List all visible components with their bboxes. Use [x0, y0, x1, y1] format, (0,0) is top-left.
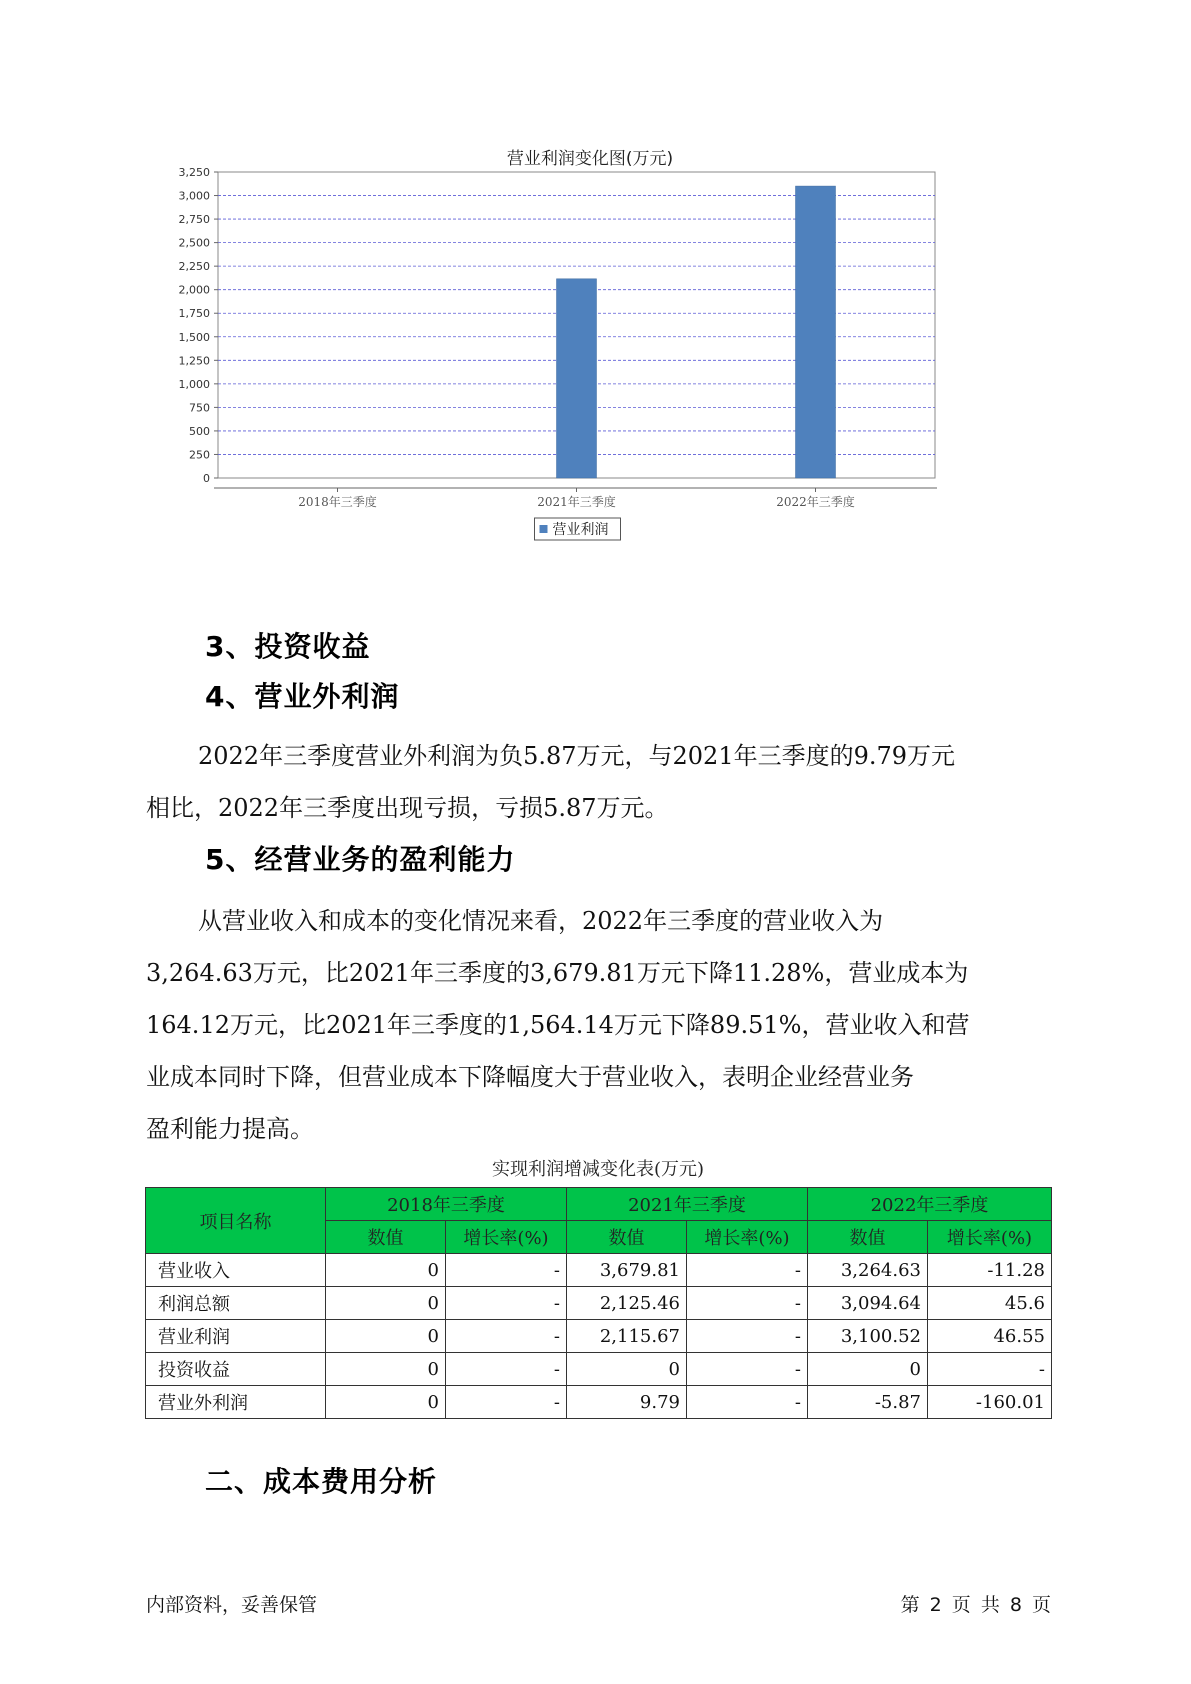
- operating-profit-chart: [150, 140, 1030, 590]
- row-name: 营业收入: [146, 1254, 326, 1287]
- paragraph-profitability: [146, 895, 1046, 1155]
- header-period: 2018年三季度: [326, 1188, 567, 1221]
- y-tick-label: 1,250: [178, 354, 210, 368]
- header-growth-rate: 增长率(%): [446, 1221, 567, 1254]
- table-cell: -11.28: [928, 1254, 1052, 1287]
- footer-confidential-note: 内部资料，妥善保管: [146, 1594, 318, 1616]
- table-cell: -5.87: [808, 1386, 928, 1419]
- heading-cost-analysis: 二、成本费用分析: [205, 1465, 438, 1498]
- y-tick-label: 0: [203, 472, 210, 485]
- x-tick-label: 2021年三季度: [537, 495, 616, 509]
- y-tick-label: 2,000: [178, 283, 210, 297]
- heading-non-operating-profit: 4、营业外利润: [205, 680, 400, 713]
- header-growth-rate: 增长率(%): [687, 1221, 808, 1254]
- table-cell: 3,100.52: [808, 1320, 928, 1353]
- row-name: 利润总额: [146, 1287, 326, 1320]
- y-tick-label: 750: [189, 401, 210, 415]
- table-row: [146, 1386, 1052, 1419]
- table-cell: -: [928, 1353, 1052, 1386]
- table-cell: -: [687, 1254, 808, 1287]
- table-cell: 0: [326, 1353, 446, 1386]
- table-cell: 2,115.67: [567, 1320, 687, 1353]
- table-cell: 0: [808, 1353, 928, 1386]
- chart-canvas: [150, 140, 1030, 590]
- y-tick-label: 250: [189, 448, 210, 462]
- table-cell: -: [446, 1320, 567, 1353]
- y-tick-label: 2,250: [178, 260, 210, 274]
- row-name: 营业利润: [146, 1320, 326, 1353]
- y-tick-label: 2,500: [178, 236, 210, 250]
- y-tick-label: 1,000: [178, 377, 210, 391]
- table-row: [146, 1254, 1052, 1287]
- paragraph-line: 164.12万元，比2021年三季度的1,564.14万元下降89.51%，营业收入和营: [146, 1011, 970, 1039]
- header-item-name: 项目名称: [146, 1188, 326, 1254]
- table-row: [146, 1353, 1052, 1386]
- bar: [557, 279, 597, 478]
- table-caption: 实现利润增减变化表(万元): [491, 1159, 705, 1180]
- paragraph-line: 业成本同时下降，但营业成本下降幅度大于营业收入，表明企业经营业务: [146, 1063, 914, 1091]
- y-tick-label: 1,750: [178, 307, 210, 321]
- table-cell: -: [446, 1353, 567, 1386]
- table-cell: 0: [326, 1386, 446, 1419]
- table-cell: 9.79: [567, 1386, 687, 1419]
- table-cell: -: [687, 1353, 808, 1386]
- heading-profitability: 5、经营业务的盈利能力: [205, 843, 516, 876]
- page-number: 第 2 页 共 8 页: [900, 1594, 1051, 1616]
- table-cell: -160.01: [928, 1386, 1052, 1419]
- table-row: [146, 1287, 1052, 1320]
- y-tick-label: 3,250: [178, 166, 210, 179]
- table-cell: 3,094.64: [808, 1287, 928, 1320]
- y-tick-label: 3,000: [178, 189, 210, 203]
- table-cell: 0: [567, 1353, 687, 1386]
- paragraph-line: 盈利能力提高。: [146, 1115, 314, 1143]
- x-tick-label: 2022年三季度: [776, 495, 855, 509]
- table-cell: 0: [326, 1320, 446, 1353]
- table-cell: 45.6: [928, 1287, 1052, 1320]
- header-value: 数值: [808, 1221, 928, 1254]
- table-cell: -: [687, 1287, 808, 1320]
- table-cell: 3,679.81: [567, 1254, 687, 1287]
- chart-title: 营业利润变化图(万元): [506, 149, 674, 169]
- paragraph-line: 3,264.63万元，比2021年三季度的3,679.81万元下降11.28%，营业成本为: [146, 959, 969, 987]
- row-name: 投资收益: [146, 1353, 326, 1386]
- y-tick-label: 1,500: [178, 330, 210, 344]
- table-cell: 0: [326, 1287, 446, 1320]
- bar: [796, 186, 836, 478]
- table-cell: -: [446, 1287, 567, 1320]
- profit-change-table: [145, 1187, 1052, 1419]
- table-cell: -: [446, 1386, 567, 1419]
- row-name: 营业外利润: [146, 1386, 326, 1419]
- header-period: 2022年三季度: [808, 1188, 1052, 1221]
- table-cell: -: [687, 1320, 808, 1353]
- header-value: 数值: [326, 1221, 446, 1254]
- table-row: [146, 1320, 1052, 1353]
- legend-label: 营业利润: [552, 522, 609, 538]
- paragraph-line: 相比，2022年三季度出现亏损，亏损5.87万元。: [146, 794, 669, 822]
- paragraph-line: 2022年三季度营业外利润为负5.87万元，与2021年三季度的9.79万元: [198, 742, 956, 770]
- table-cell: 2,125.46: [567, 1287, 687, 1320]
- table-cell: 46.55: [928, 1320, 1052, 1353]
- table-cell: -: [687, 1386, 808, 1419]
- table-cell: 0: [326, 1254, 446, 1287]
- heading-investment-income: 3、投资收益: [205, 630, 371, 663]
- paragraph-non-operating-profit: [146, 730, 1046, 834]
- header-growth-rate: 增长率(%): [928, 1221, 1052, 1254]
- y-tick-label: 2,750: [178, 213, 210, 227]
- table-cell: -: [446, 1254, 567, 1287]
- header-period: 2021年三季度: [567, 1188, 808, 1221]
- y-tick-label: 500: [189, 424, 210, 438]
- header-value: 数值: [567, 1221, 687, 1254]
- legend-swatch: [540, 525, 548, 533]
- table-cell: 3,264.63: [808, 1254, 928, 1287]
- x-tick-label: 2018年三季度: [298, 495, 377, 509]
- paragraph-line: 从营业收入和成本的变化情况来看，2022年三季度的营业收入为: [198, 907, 884, 935]
